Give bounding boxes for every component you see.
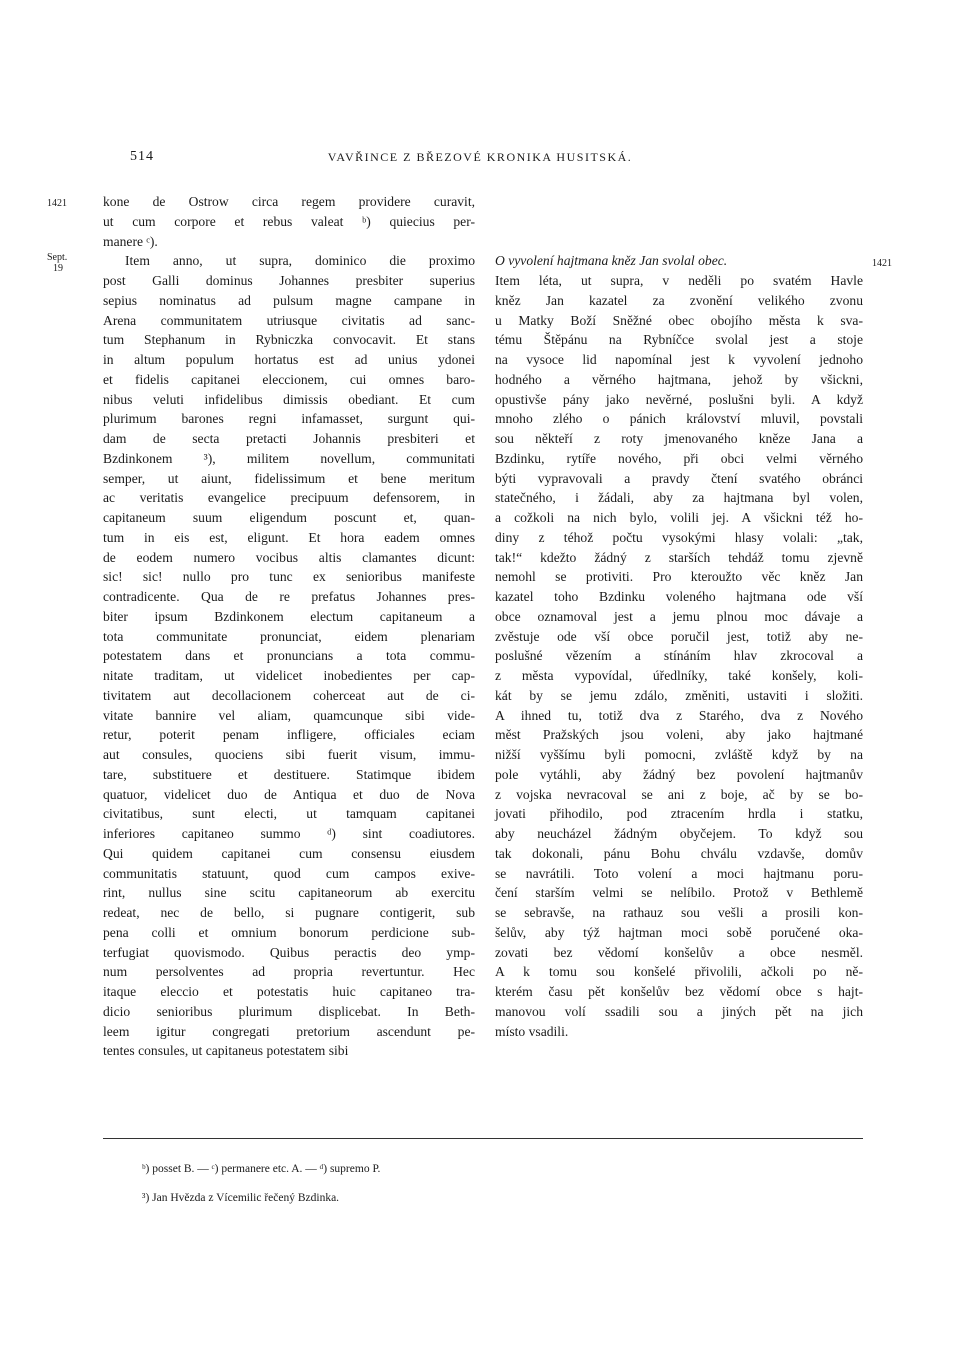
text-line: nibus veluti infidelibus dimissis obediant. Et cum	[103, 391, 475, 407]
text-line: kněz Jan kazatel za zvonění velikého zvonu	[495, 292, 863, 308]
text-line: inferiores capitaneo summo ᵈ) sint coadiutores.	[103, 826, 475, 841]
text-line: kazatel toho Bzdinku voleného hajtmana ode vší	[495, 589, 863, 604]
text-line: statečného, i žádali, aby za hajtmana byl volen,	[495, 490, 863, 506]
text-line: obce oznamoval jest a jemu plnou moc dávaje a	[495, 608, 863, 624]
text-line: opustivše pány jako nevěrné, poslušni byli. A když	[495, 391, 863, 407]
text-line: rint, nullus sine scitu capitaneorum ab exercitu	[103, 885, 475, 901]
text-line: A ihned tu, totiž dva z Starého, dva z Nového	[495, 707, 863, 723]
text-line: sepius nominatus ad pulsum magne campane in	[103, 292, 475, 308]
text-line: Bzdinku, rytíře nového, při obci velmi věrného	[495, 450, 863, 466]
footnote-person: ³) Jan Hvězda z Vícemilic řečený Bzdinka.	[142, 1192, 340, 1204]
text-line: býti vypravovali a pravdy čtení svatého obránci	[495, 470, 863, 486]
margin-year-left: 1421	[47, 198, 67, 209]
text-line: redeat, nec de bello, si pugnare contigerit, sub	[103, 905, 475, 920]
text-line: ut cum corpore et rebus valeat ᵇ) quiecius per-	[103, 213, 475, 229]
text-line: communitatis statuunt, quod cum campos exive-	[103, 865, 475, 881]
text-line: nemohl se protiviti. Pro kteroužto věc kněz Jan	[495, 569, 863, 585]
text-line: in altum populum hortatus est ad unius ydonei	[103, 352, 475, 367]
text-line: zovati bez vědomí konšelův a obce nesměl.	[495, 944, 863, 960]
text-line: et fidelis capitanei eleccionem, cui omnes baro-	[103, 371, 475, 387]
text-line: pole vytáhli, aby žádný bez povolení hajtmanův	[495, 766, 863, 782]
czech-column	[495, 271, 863, 1041]
text-line: kát by se jemu zdálo, změniti, ustaviti i složiti.	[495, 687, 863, 703]
text-line: měst Pražských jsou voleni, aby jako hajtmané	[495, 727, 863, 743]
text-line: kterém času pět konšelův bez vědomí obce s hajt-	[495, 984, 863, 999]
text-line: Item léta, ut supra, v neděli po svatém Havle	[495, 273, 863, 288]
text-line: de eodem numero vocibus altis clamantes dicunt:	[103, 549, 475, 565]
text-line: u Matky Boží Sněžné obec obojího města k sva-	[495, 312, 863, 328]
text-line: Bzdinkonem ³), militem novellum, communitati	[103, 450, 475, 466]
text-line: post Galli dominus Johannes presbiter superius	[103, 273, 475, 288]
text-line: potestatem dans et pronuncians a tota commu-	[103, 648, 475, 664]
text-line: sou někteří z roty jmenovaného kněze Jana a	[495, 431, 863, 446]
text-line: nižší vyššímu byli pomocni, zvláště když by na	[495, 747, 863, 762]
text-line: Qui quidem capitanei cum consensu eiusdem	[103, 845, 475, 861]
margin-sept-label: Sept.	[47, 252, 68, 263]
text-line: tak dokonali, pánu Bohu chválu vzdavše, domův	[495, 845, 863, 861]
running-title: VAVŘINCE Z BŘEZOVÉ KRONIKA HUSITSKÁ.	[327, 150, 633, 164]
text-line: tentes consules, ut capitaneus potestatem sibi	[103, 1043, 349, 1059]
text-line: manovou volí ssadili sou a jiných pět na jich	[495, 1003, 863, 1019]
text-line: Item anno, ut supra, dominico die proximo	[125, 253, 475, 269]
text-line: leem igitur congregati pretorium ascendunt pe-	[103, 1023, 475, 1039]
text-line: num persolventes ad propria revertuntur. Hec	[103, 964, 475, 980]
text-line: manere ᶜ).	[103, 233, 158, 249]
text-line: z města vypovídal, úředlníky, také konšely, koli-	[495, 668, 863, 683]
text-line: z vojska nevracoval se ani z boje, ač by se bo-	[495, 786, 863, 802]
latin-column	[103, 192, 475, 1061]
text-line: ac veritatis evangelice precipuum defensorem, in	[103, 490, 475, 506]
text-line: nitate traditam, ut videlicet inobedientes per cap-	[103, 668, 475, 683]
text-line: tak!“ kdežto žádný z starších tehdáž tomu zjevně	[495, 549, 863, 565]
text-line: sic! sic! nullo pro tunc ex senioribus manifeste	[103, 569, 475, 585]
text-line: zvěstuje ode vší obce poručil jest, totiž aby ne-	[495, 628, 863, 644]
text-line: plurimum barones regni infamasset, surgunt qui-	[103, 411, 475, 427]
margin-year-right: 1421	[872, 258, 892, 269]
text-line: itaque eleccio et potestatis huic capitaneo tra-	[103, 984, 475, 999]
text-line: se sebravše, na rathauz sou vešli a prosili kon-	[495, 905, 863, 920]
text-line: terfugiat quovismodo. Quibus peractis deo ymp-	[103, 944, 475, 960]
footnote-variants: ᵇ) posset B. — ᶜ) permanere etc. A. — ᵈ) supremo P.	[142, 1163, 381, 1175]
text-line: dam de secta pretacti Johannis presbiteri et	[103, 431, 475, 446]
text-line: pena colli et omnium bonorum perdicione sub-	[103, 924, 475, 940]
text-line: semper, ut aiunt, fidelissimum et bene meritum	[103, 470, 475, 486]
text-line: A k tomu sou konšelé přivolili, ačkoli po ně-	[495, 964, 863, 980]
text-line: hodného a věrného hajtmana, jehož by všickni,	[495, 371, 863, 387]
text-line: jovati přihodilo, pod ztracením hrdla i statku,	[495, 806, 863, 822]
text-line: aut consules, quociens sibi fuerit visum, immu-	[103, 747, 475, 762]
text-line: tare, substituere et destituere. Statimque ibidem	[103, 766, 475, 782]
text-line: místo vsadili.	[495, 1023, 569, 1039]
text-line: tota communitate pronunciat, eidem plenariam	[103, 628, 475, 644]
text-line: tum in eis est, eligunt. Et hora eadem omnes	[103, 529, 475, 545]
text-line: quatuor, videlicet duo de Antiqua et duo de Nova	[103, 786, 475, 802]
czech-section-heading: O vyvolení hajtmana kněz Jan svolal obec.	[495, 253, 728, 268]
text-line: mnoho zlého o pánich království mluvil, povstali	[495, 411, 863, 427]
footnote-rule	[103, 1138, 863, 1139]
text-line: civitatibus, sunt electi, ut tamquam capitanei	[103, 806, 475, 822]
text-line: a cožkoli na nich bylo, volili jej. A všickni též ho-	[495, 510, 863, 525]
text-line: poslušné vězením a stínáním hlav zkrocoval a	[495, 648, 863, 664]
text-line: Arena communitatem utriusque civitatis ad sanc-	[103, 312, 475, 328]
page-number: 514	[130, 149, 154, 164]
text-line: šelův, aby týž hajtman moci sobě poručené oka-	[495, 924, 863, 940]
text-line: aby neucházel žádným obyčejem. To když sou	[495, 826, 863, 841]
text-line: kone de Ostrow circa regem providere curavit,	[103, 194, 475, 209]
text-line: capitaneum suum eligendum poscunt et, quan-	[103, 510, 475, 525]
text-line: tivitatem aut decollacionem coherceat aut de ci-	[103, 687, 475, 703]
text-line: dicio senioribus plurimum displicebat. In Beth-	[103, 1003, 475, 1019]
text-line: tum Stephanum in Rybniczka convocavit. Et stans	[103, 332, 475, 348]
text-line: diny z téhož počtu vysokými hlasy volali: „tak,	[495, 529, 863, 545]
text-line: biter ipsum Bzdinkonem electum capitaneum a	[103, 608, 475, 624]
text-line: na vysoce lid napomínal jest k vyvolení jednoho	[495, 352, 863, 367]
text-line: se navrátili. Toto volení a moci hajtmanu poru-	[495, 865, 863, 881]
text-line: tému Štěpánu na Rybníčce svolal jest a stoje	[495, 332, 863, 348]
text-line: vitate bannire vel aliam, quamcunque sibi vide-	[103, 707, 475, 723]
margin-sept-day: 19	[53, 263, 63, 274]
text-line: čení starším velmi se nelíbilo. Protož v Bethlemě	[495, 885, 863, 901]
text-line: retur, poterit penam infligere, officiales eciam	[103, 727, 475, 743]
text-line: contradicente. Qua de re prefatus Johannes pres-	[103, 589, 475, 604]
